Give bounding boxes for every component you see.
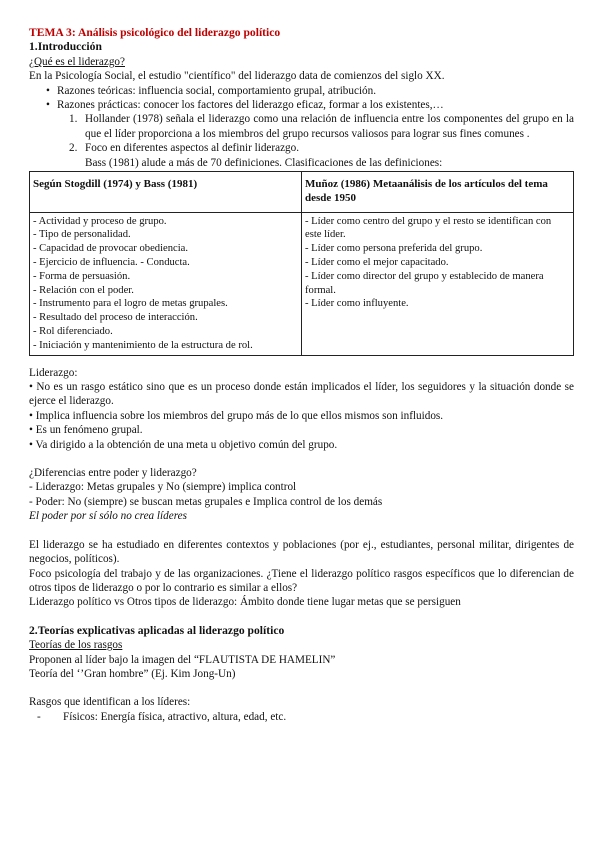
liderazgo-label: Liderazgo:	[29, 366, 78, 379]
item-text: Foco en diferentes aspectos al definir liderazgo.	[85, 142, 300, 155]
reason-item: • Razones teóricas: influencia social, comportamiento grupal, atribución.	[43, 84, 574, 98]
liderazgo-point: • Es un fenómeno grupal.	[29, 424, 143, 437]
rasgos-label: Rasgos que identifican a los líderes:	[29, 696, 191, 709]
list-item: - Ejercicio de influencia. - Conducta.	[33, 257, 190, 269]
dash-marker: -	[37, 710, 41, 723]
table-header-right: Muñoz (1986) Metaanálisis de los artículos del tema desde 1950	[302, 172, 574, 213]
question-heading: ¿Qué es el liderazgo?	[29, 55, 125, 68]
liderazgo-point: • Va dirigido a la obtención de una meta u objetivo común del grupo.	[29, 438, 338, 451]
table-cell-right	[302, 212, 574, 355]
italic-note: El poder por sí sólo no crea líderes	[29, 510, 187, 523]
item-number: 1.	[69, 113, 78, 126]
list-item: - Líder como centro del grupo y el resto se identifican con este líder.	[305, 215, 552, 241]
list-item: - Capacidad de provocar obediencia.	[33, 243, 189, 255]
list-item: - Forma de persuasión.	[33, 270, 131, 282]
numbered-item	[29, 141, 574, 155]
liderazgo-point: • Implica influencia sobre los miembros del grupo más de lo que ellos mismos son influidos.	[29, 409, 444, 422]
paragraph: Foco psicología del trabajo y de las organizaciones. ¿Tiene el liderazgo político rasgos específicos que lo diferencian de otros tipos de liderazgo o por lo contrario es similar a ellos?	[29, 567, 574, 594]
list-item: - Líder como el mejor capacitado.	[305, 257, 449, 269]
definitions-table	[29, 171, 574, 356]
text-line: Teoría del ‘’Gran hombre” (Ej. Kim Jong-Un)	[29, 667, 236, 680]
item-text: Hollander (1978) señala el liderazgo como una relación de influencia entre los componentes del grupo en la que el líder proporciona a los miembros del grupo recursos valiosos para lograr sus fines comunes .	[85, 113, 574, 140]
numbered-item	[29, 112, 574, 141]
rasgos-item	[29, 710, 574, 724]
numbered-list	[29, 112, 574, 155]
list-item: - Líder como persona preferida del grupo.	[305, 243, 483, 255]
text-line: Proponen al líder bajo la imagen del “FLAUTISTA DE HAMELIN”	[29, 653, 336, 666]
section-heading-2: 2.Teorías explicativas aplicadas al liderazgo político	[29, 623, 285, 637]
paragraph: Liderazgo político vs Otros tipos de liderazgo: Ámbito donde tiene lugar metas que se persiguen	[29, 596, 461, 609]
intro-line: En la Psicología Social, el estudio "científico" del liderazgo data de comienzos del siglo XX.	[29, 70, 445, 83]
table-header-left: Según Stogdill (1974) y Bass (1981)	[30, 172, 302, 213]
reasons-list	[29, 84, 574, 113]
list-item: - Tipo de personalidad.	[33, 229, 131, 241]
difference-line: - Poder: No (siempre) se buscan metas grupales e Implica control de los demás	[29, 495, 383, 508]
list-item: - Rol diferenciado.	[33, 326, 113, 338]
section-heading-1: 1.Introducción	[29, 40, 102, 54]
question-heading-2: ¿Diferencias entre poder y liderazgo?	[29, 467, 197, 480]
list-item: - Relación con el poder.	[33, 284, 134, 296]
list-item: - Resultado del proceso de interacción.	[33, 312, 198, 324]
document-title: TEMA 3: Análisis psicológico del liderazgo político	[29, 26, 281, 39]
list-item: - Instrumento para el logro de metas grupales.	[33, 298, 228, 310]
list-item: - Líder como influyente.	[305, 298, 409, 310]
list-item: - Iniciación y mantenimiento de la estructura de rol.	[33, 339, 253, 351]
bass-line: Bass (1981) alude a más de 70 definiciones. Clasificaciones de las definiciones:	[85, 156, 443, 169]
list-item: - Actividad y proceso de grupo.	[33, 215, 167, 227]
rasgos-text: Físicos: Energía física, atractivo, altura, edad, etc.	[63, 710, 287, 723]
difference-line: - Liderazgo: Metas grupales y No (siempre) implica control	[29, 481, 297, 494]
list-item: - Líder como director del grupo y establecido de manera formal.	[305, 270, 544, 296]
paragraph: El liderazgo se ha estudiado en diferentes contextos y poblaciones (por ej., estudiantes, personal militar, dirigentes de negocios, políticos).	[29, 538, 574, 566]
subheading: Teorías de los rasgos	[29, 639, 123, 652]
table-cell-left	[30, 212, 302, 355]
reason-item: • Razones prácticas: conocer los factores del liderazgo eficaz, formar a los existentes,…	[43, 98, 574, 112]
liderazgo-point: • No es un rasgo estático sino que es un proceso donde están implicados el líder, los seguidores y la situación donde se ejerce el liderazgo.	[29, 381, 574, 408]
document-page	[29, 26, 574, 724]
item-number: 2.	[69, 142, 78, 155]
